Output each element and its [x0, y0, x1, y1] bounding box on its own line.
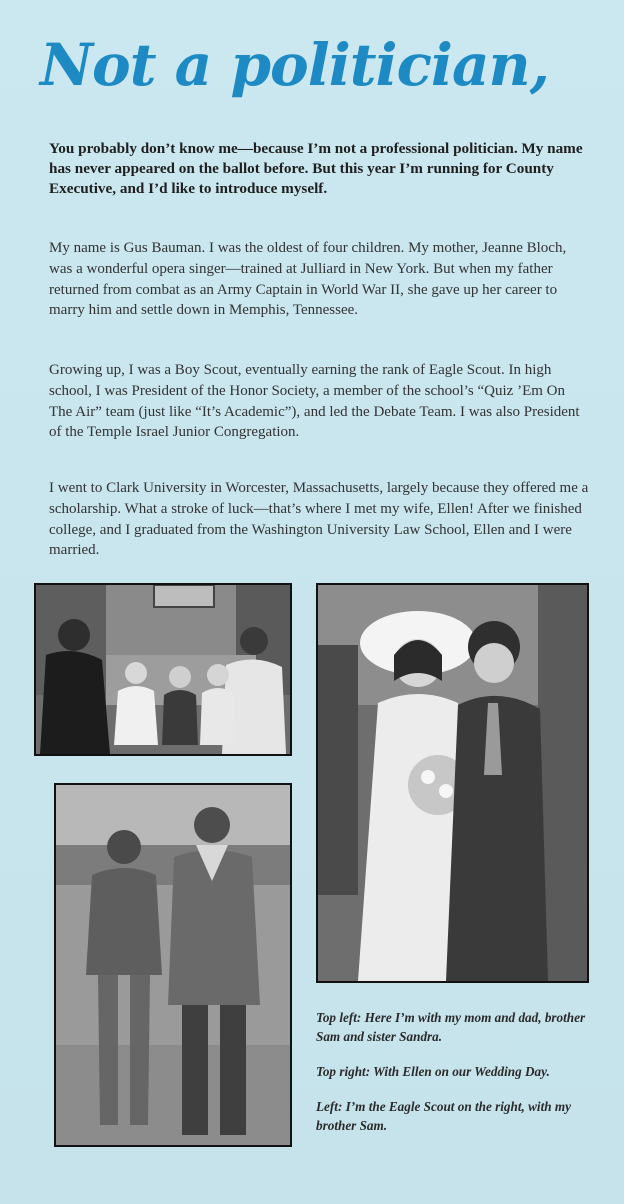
caption-top-right: Top right: With Ellen on our Wedding Day.	[316, 1064, 550, 1079]
body-paragraph-scouting: Growing up, I was a Boy Scout, eventually earning the rank of Eagle Scout. In high school, I was President of the Honor Society, a member of the school’s “Quiz ’Em On The Air” team (just like “It’s Academic”), and led the Debate Team. I was also President of the Temple Israel Junior Congregation.	[49, 362, 580, 441]
photo-captions	[316, 1008, 586, 1151]
body-paragraph-family: My name is Gus Bauman. I was the oldest of four children. My mother, Jeanne Bloch, was a wonderful opera singer—trained at Julliard in New York. But when my father returned from combat as an Army Captain in World War II, she gave up her career to marry him and settle down in Memphis, Tennessee.	[49, 240, 567, 319]
scouts-photo-image	[56, 785, 290, 1145]
body-paragraph-college: I went to Clark University in Worcester, Massachusetts, largely because they offered me a scholarship. What a stroke of luck—that’s where I met my wife, Ellen! After we finished college, and I graduated from the Washington University Law School, Ellen and I were married.	[49, 480, 589, 559]
intro-paragraph: You probably don’t know me—because I’m not a professional politician. My name has never appeared on the ballot before. But this year I’m running for County Executive, and I’d like to introduce myself.	[49, 140, 583, 197]
family-photo	[34, 583, 292, 756]
scouts-photo	[54, 783, 292, 1147]
headline: Not a politician,	[40, 31, 549, 99]
wedding-photo	[316, 583, 589, 983]
wedding-photo-image	[318, 585, 587, 981]
caption-top-left: Top left: Here I’m with my mom and dad, brother Sam and sister Sandra.	[316, 1010, 586, 1044]
family-photo-image	[36, 585, 290, 754]
caption-left: Left: I’m the Eagle Scout on the right, with my brother Sam.	[316, 1099, 571, 1133]
